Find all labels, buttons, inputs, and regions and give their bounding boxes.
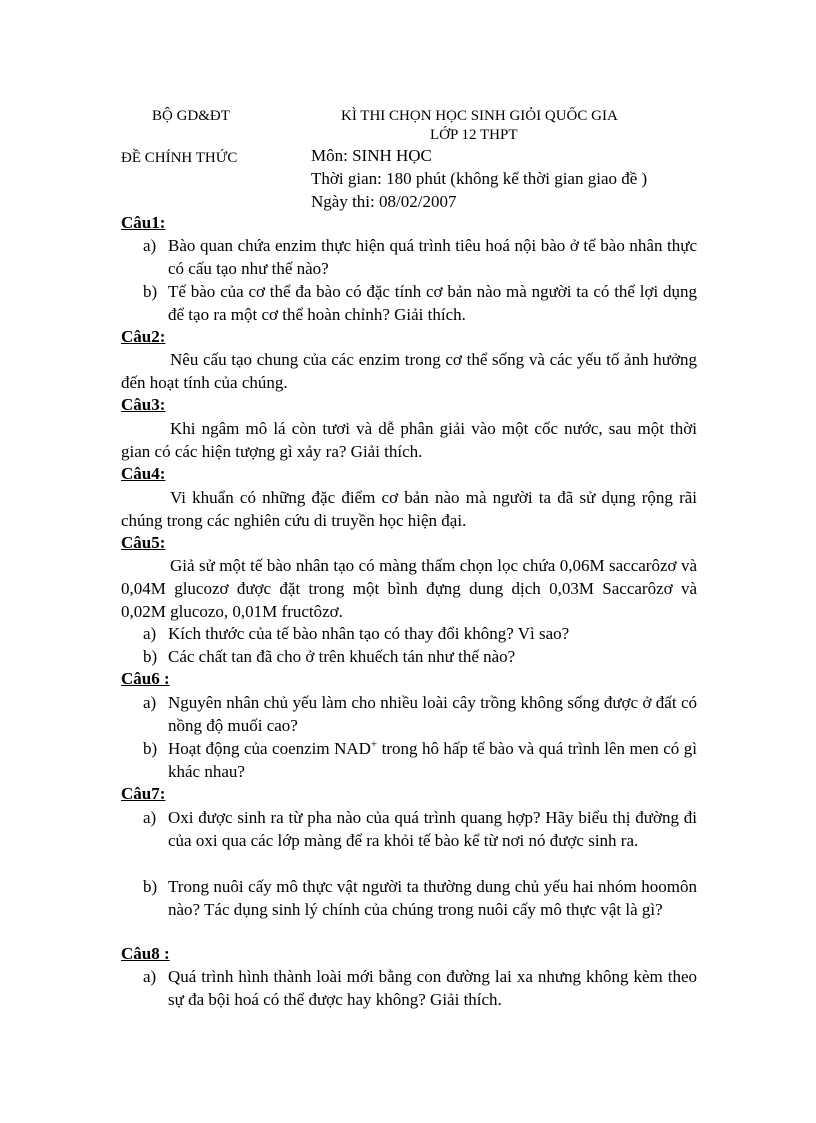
question-5-item-b: [143, 645, 697, 668]
question-5-text: Giả sử một tế bào nhân tạo có màng thấm chọn lọc chứa 0,06M saccarôzơ và 0,04M glucozơ được đặt trong một bình đựng dung dịch 0,03M Saccarôzơ và 0,02M glucozo, 0,01M fructôzơ.: [121, 556, 697, 621]
nad-superscript: +: [370, 738, 378, 751]
item-text: [168, 737, 697, 783]
exam-title: KÌ THI CHỌN HỌC SINH GIỎI QUỐC GIA: [341, 108, 618, 124]
item-label: a): [143, 693, 157, 712]
question-6-item-b: [143, 737, 697, 783]
item-text: Tế bào của cơ thể đa bào có đặc tính cơ bản nào mà người ta có thể lợi dụng để tạo ra một cơ thể hoàn chỉnh? Giải thích.: [168, 282, 697, 324]
subject-label: Môn: SINH HỌC: [311, 146, 432, 165]
question-7-item-a: [143, 806, 697, 852]
item-label: b): [143, 877, 158, 896]
question-3-text: Khi ngâm mô lá còn tươi và dễ phân giải vào một cốc nước, sau một thời gian có các hiện tượng gì xảy ra? Giải thích.: [121, 419, 697, 461]
question-6-title: Câu6 :: [121, 669, 170, 688]
item-label: a): [143, 236, 157, 255]
question-7-item-b: [143, 875, 697, 921]
item-text: Các chất tan đã cho ở trên khuếch tán như thế nào?: [168, 647, 516, 666]
item-label: a): [143, 808, 157, 827]
item-label: b): [143, 647, 158, 666]
question-5-item-a: [143, 622, 697, 645]
item-text: Oxi được sinh ra từ pha nào của quá trình quang hợp? Hãy biểu thị đường đi của oxi qua các lớp màng để ra khỏi tế bào kể từ nơi nó được sinh ra.: [168, 808, 697, 850]
question-4-title: Câu4:: [121, 464, 166, 483]
duration-label: Thời gian: 180 phút (không kể thời gian giao đề ): [311, 169, 648, 188]
item-label: b): [143, 282, 158, 301]
question-8-item-a: [143, 965, 697, 1011]
grade-label: LỚP 12 THPT: [430, 127, 518, 143]
item-text-pre: Hoạt động của coenzim NAD: [168, 739, 371, 758]
item-text: Quá trình hình thành loài mới bằng con đường lai xa nhưng không kèm theo sự đa bội hoá có thể được hay không? Giải thích.: [168, 967, 697, 1009]
question-7-title: Câu7:: [121, 784, 166, 803]
item-text: Kích thước của tế bào nhân tạo có thay đổi không? Vì sao?: [168, 624, 570, 643]
item-text: Bào quan chứa enzim thực hiện quá trình tiêu hoá nội bào ở tế bào nhân thực có cấu tạo như thế nào?: [168, 236, 697, 278]
question-1-item-a: [143, 234, 697, 280]
question-6-item-a: [143, 691, 697, 737]
question-5-title: Câu5:: [121, 533, 166, 552]
question-1-item-b: [143, 280, 697, 326]
item-text: Trong nuôi cấy mô thực vật người ta thường dung chủ yếu hai nhóm hoomôn nào? Tác dụng sinh lý chính của chúng trong nuôi cấy mô thực vật là gì?: [168, 877, 697, 919]
item-text-post: trong hô hấp tế bào và quá trình lên men có gì khác nhau?: [168, 739, 697, 781]
question-4-text: Vi khuẩn có những đặc điểm cơ bản nào mà người ta đã sử dụng rộng rãi chúng trong các nghiên cứu di truyền học hiện đại.: [121, 488, 697, 530]
official-label: ĐỀ CHÍNH THỨC: [121, 150, 238, 166]
ministry-name: BỘ GD&ĐT: [152, 108, 230, 124]
item-label: a): [143, 967, 157, 986]
question-3-title: Câu3:: [121, 395, 166, 414]
question-1-title: Câu1:: [121, 213, 166, 232]
item-text: Nguyên nhân chủ yếu làm cho nhiều loài cây trồng không sống được ở đất có nồng độ muối cao?: [168, 693, 697, 735]
question-2-title: Câu2:: [121, 327, 166, 346]
exam-date-label: Ngày thi: 08/02/2007: [311, 192, 457, 211]
question-2-text: Nêu cấu tạo chung của các enzim trong cơ thể sống và các yếu tố ảnh hưởng đến hoạt tính của chúng.: [121, 350, 697, 392]
item-label: a): [143, 624, 157, 643]
item-label: b): [143, 739, 158, 758]
question-8-title: Câu8 :: [121, 944, 170, 963]
